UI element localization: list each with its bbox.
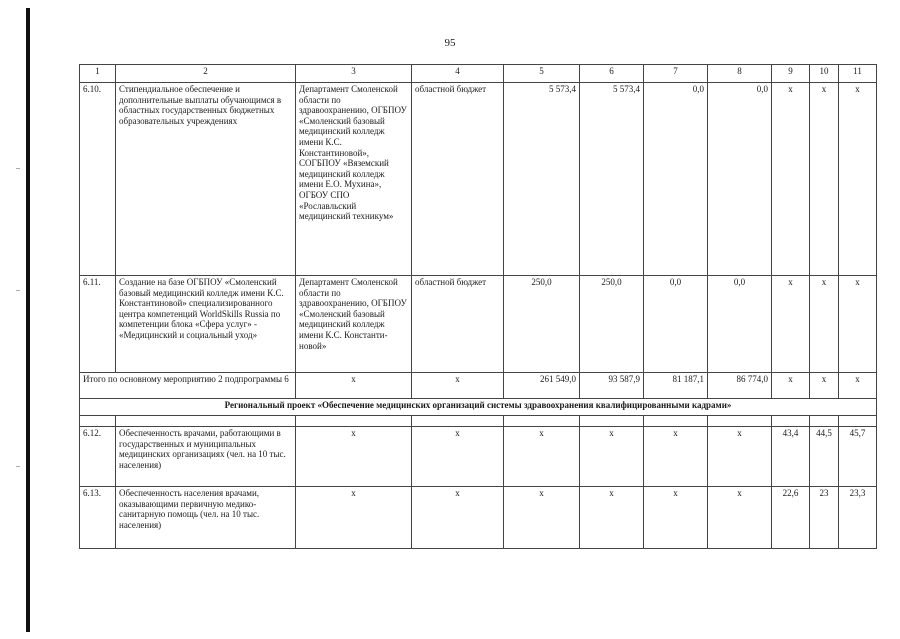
total-year-2: 81 187,1 bbox=[644, 373, 708, 399]
cell-value: х bbox=[644, 427, 708, 487]
column-header: 2 bbox=[116, 65, 296, 83]
amount-year-3: 0,0 bbox=[708, 83, 772, 276]
indicator-value: 23,3 bbox=[839, 487, 877, 549]
row-number: 6.11. bbox=[80, 276, 116, 373]
indicator-value: х bbox=[810, 83, 839, 276]
cell-value: х bbox=[504, 487, 580, 549]
row-number: 6.10. bbox=[80, 83, 116, 276]
section-title: Региональный проект «Обеспечение медицинских организаций системы здравоохранения квалифицированными кадрами» bbox=[80, 399, 877, 416]
column-header: 9 bbox=[772, 65, 810, 83]
margin-mark bbox=[16, 168, 20, 169]
column-header: 8 bbox=[708, 65, 772, 83]
total-row bbox=[80, 373, 877, 399]
spacer-row bbox=[80, 416, 877, 427]
table-row bbox=[80, 427, 877, 487]
cell-value: х bbox=[296, 487, 412, 549]
indicator-value: х bbox=[810, 276, 839, 373]
scan-edge-bar bbox=[26, 8, 30, 632]
indicator-value: х bbox=[772, 276, 810, 373]
column-header: 11 bbox=[839, 65, 877, 83]
amount-year-3: 0,0 bbox=[708, 276, 772, 373]
column-header: 3 bbox=[296, 65, 412, 83]
indicator-value: х bbox=[839, 83, 877, 276]
budget-table bbox=[79, 64, 877, 549]
cell-value: х bbox=[580, 487, 644, 549]
total-label: Итого по основному мероприятию 2 подпрограммы 6 bbox=[80, 373, 296, 399]
column-header: 10 bbox=[810, 65, 839, 83]
row-number: 6.12. bbox=[80, 427, 116, 487]
table-row bbox=[80, 276, 877, 373]
column-header: 5 bbox=[504, 65, 580, 83]
cell-value: х bbox=[412, 487, 504, 549]
section-header-row bbox=[80, 399, 877, 416]
table-row bbox=[80, 487, 877, 549]
indicator-value: 44,5 bbox=[810, 427, 839, 487]
indicator-value: 45,7 bbox=[839, 427, 877, 487]
page-number: 95 bbox=[444, 37, 456, 49]
funding-source: областной бюджет bbox=[412, 276, 504, 373]
indicator-value: х bbox=[772, 373, 810, 399]
margin-mark bbox=[16, 290, 20, 291]
cell-value: х bbox=[708, 487, 772, 549]
indicator-value: х bbox=[839, 276, 877, 373]
column-header: 1 bbox=[80, 65, 116, 83]
cell-value: х bbox=[504, 427, 580, 487]
column-header: 6 bbox=[580, 65, 644, 83]
indicator-value: х bbox=[839, 373, 877, 399]
indicator-name: Обеспеченность населения врачами, оказывающими первичную медико-санитарную помощь (чел. на 10 тыс. населения) bbox=[116, 487, 296, 549]
cell-value: х bbox=[644, 487, 708, 549]
column-header: 7 bbox=[644, 65, 708, 83]
cell-value: х bbox=[412, 427, 504, 487]
indicator-value: х bbox=[810, 373, 839, 399]
indicator-value: х bbox=[772, 83, 810, 276]
activity-name: Создание на базе ОГБПОУ «Смоленский базовый медицинский колледж имени К.С. Константиновой» специализированного центра компетенций WorldSkills Russia по компетенции блока «Сфера услуг» - «Медицинский и социальный уход» bbox=[116, 276, 296, 373]
indicator-name: Обеспеченность врачами, работающими в государственных и муниципальных медицинских организациях (чел. на 10 тыс. населения) bbox=[116, 427, 296, 487]
total-executor: х bbox=[296, 373, 412, 399]
total-source: х bbox=[412, 373, 504, 399]
cell-value: х bbox=[708, 427, 772, 487]
executor: Департамент Смоленской области по здравоохранению, ОГБПОУ «Смоленский базовый медицинский колледж имени К.С. Константи-новой» bbox=[296, 276, 412, 373]
amount-year-2: 0,0 bbox=[644, 83, 708, 276]
total-amount: 261 549,0 bbox=[504, 373, 580, 399]
activity-name: Стипендиальное обеспечение и дополнительные выплаты обучающимся в областных государственных бюджетных образовательных учреждениях bbox=[116, 83, 296, 276]
column-number-row bbox=[80, 65, 877, 83]
total-year-3: 86 774,0 bbox=[708, 373, 772, 399]
row-number: 6.13. bbox=[80, 487, 116, 549]
amount-total: 5 573,4 bbox=[504, 83, 580, 276]
executor: Департамент Смоленской области по здравоохранению, ОГБПОУ «Смоленский базовый медицинский колледж имени К.С. Константиновой», СОГБПОУ «Вяземский медицинский колледж имени Е.О. Мухина», ОГБОУ СПО «Рославльский медицинский техникум» bbox=[296, 83, 412, 276]
indicator-value: 23 bbox=[810, 487, 839, 549]
indicator-value: 22,6 bbox=[772, 487, 810, 549]
funding-source: областной бюджет bbox=[412, 83, 504, 276]
total-year-1: 93 587,9 bbox=[580, 373, 644, 399]
cell-value: х bbox=[580, 427, 644, 487]
margin-mark bbox=[16, 466, 20, 467]
amount-year-2: 0,0 bbox=[644, 276, 708, 373]
amount-year-1: 250,0 bbox=[580, 276, 644, 373]
column-header: 4 bbox=[412, 65, 504, 83]
amount-total: 250,0 bbox=[504, 276, 580, 373]
cell-value: х bbox=[296, 427, 412, 487]
indicator-value: 43,4 bbox=[772, 427, 810, 487]
table-row bbox=[80, 83, 877, 276]
amount-year-1: 5 573,4 bbox=[580, 83, 644, 276]
